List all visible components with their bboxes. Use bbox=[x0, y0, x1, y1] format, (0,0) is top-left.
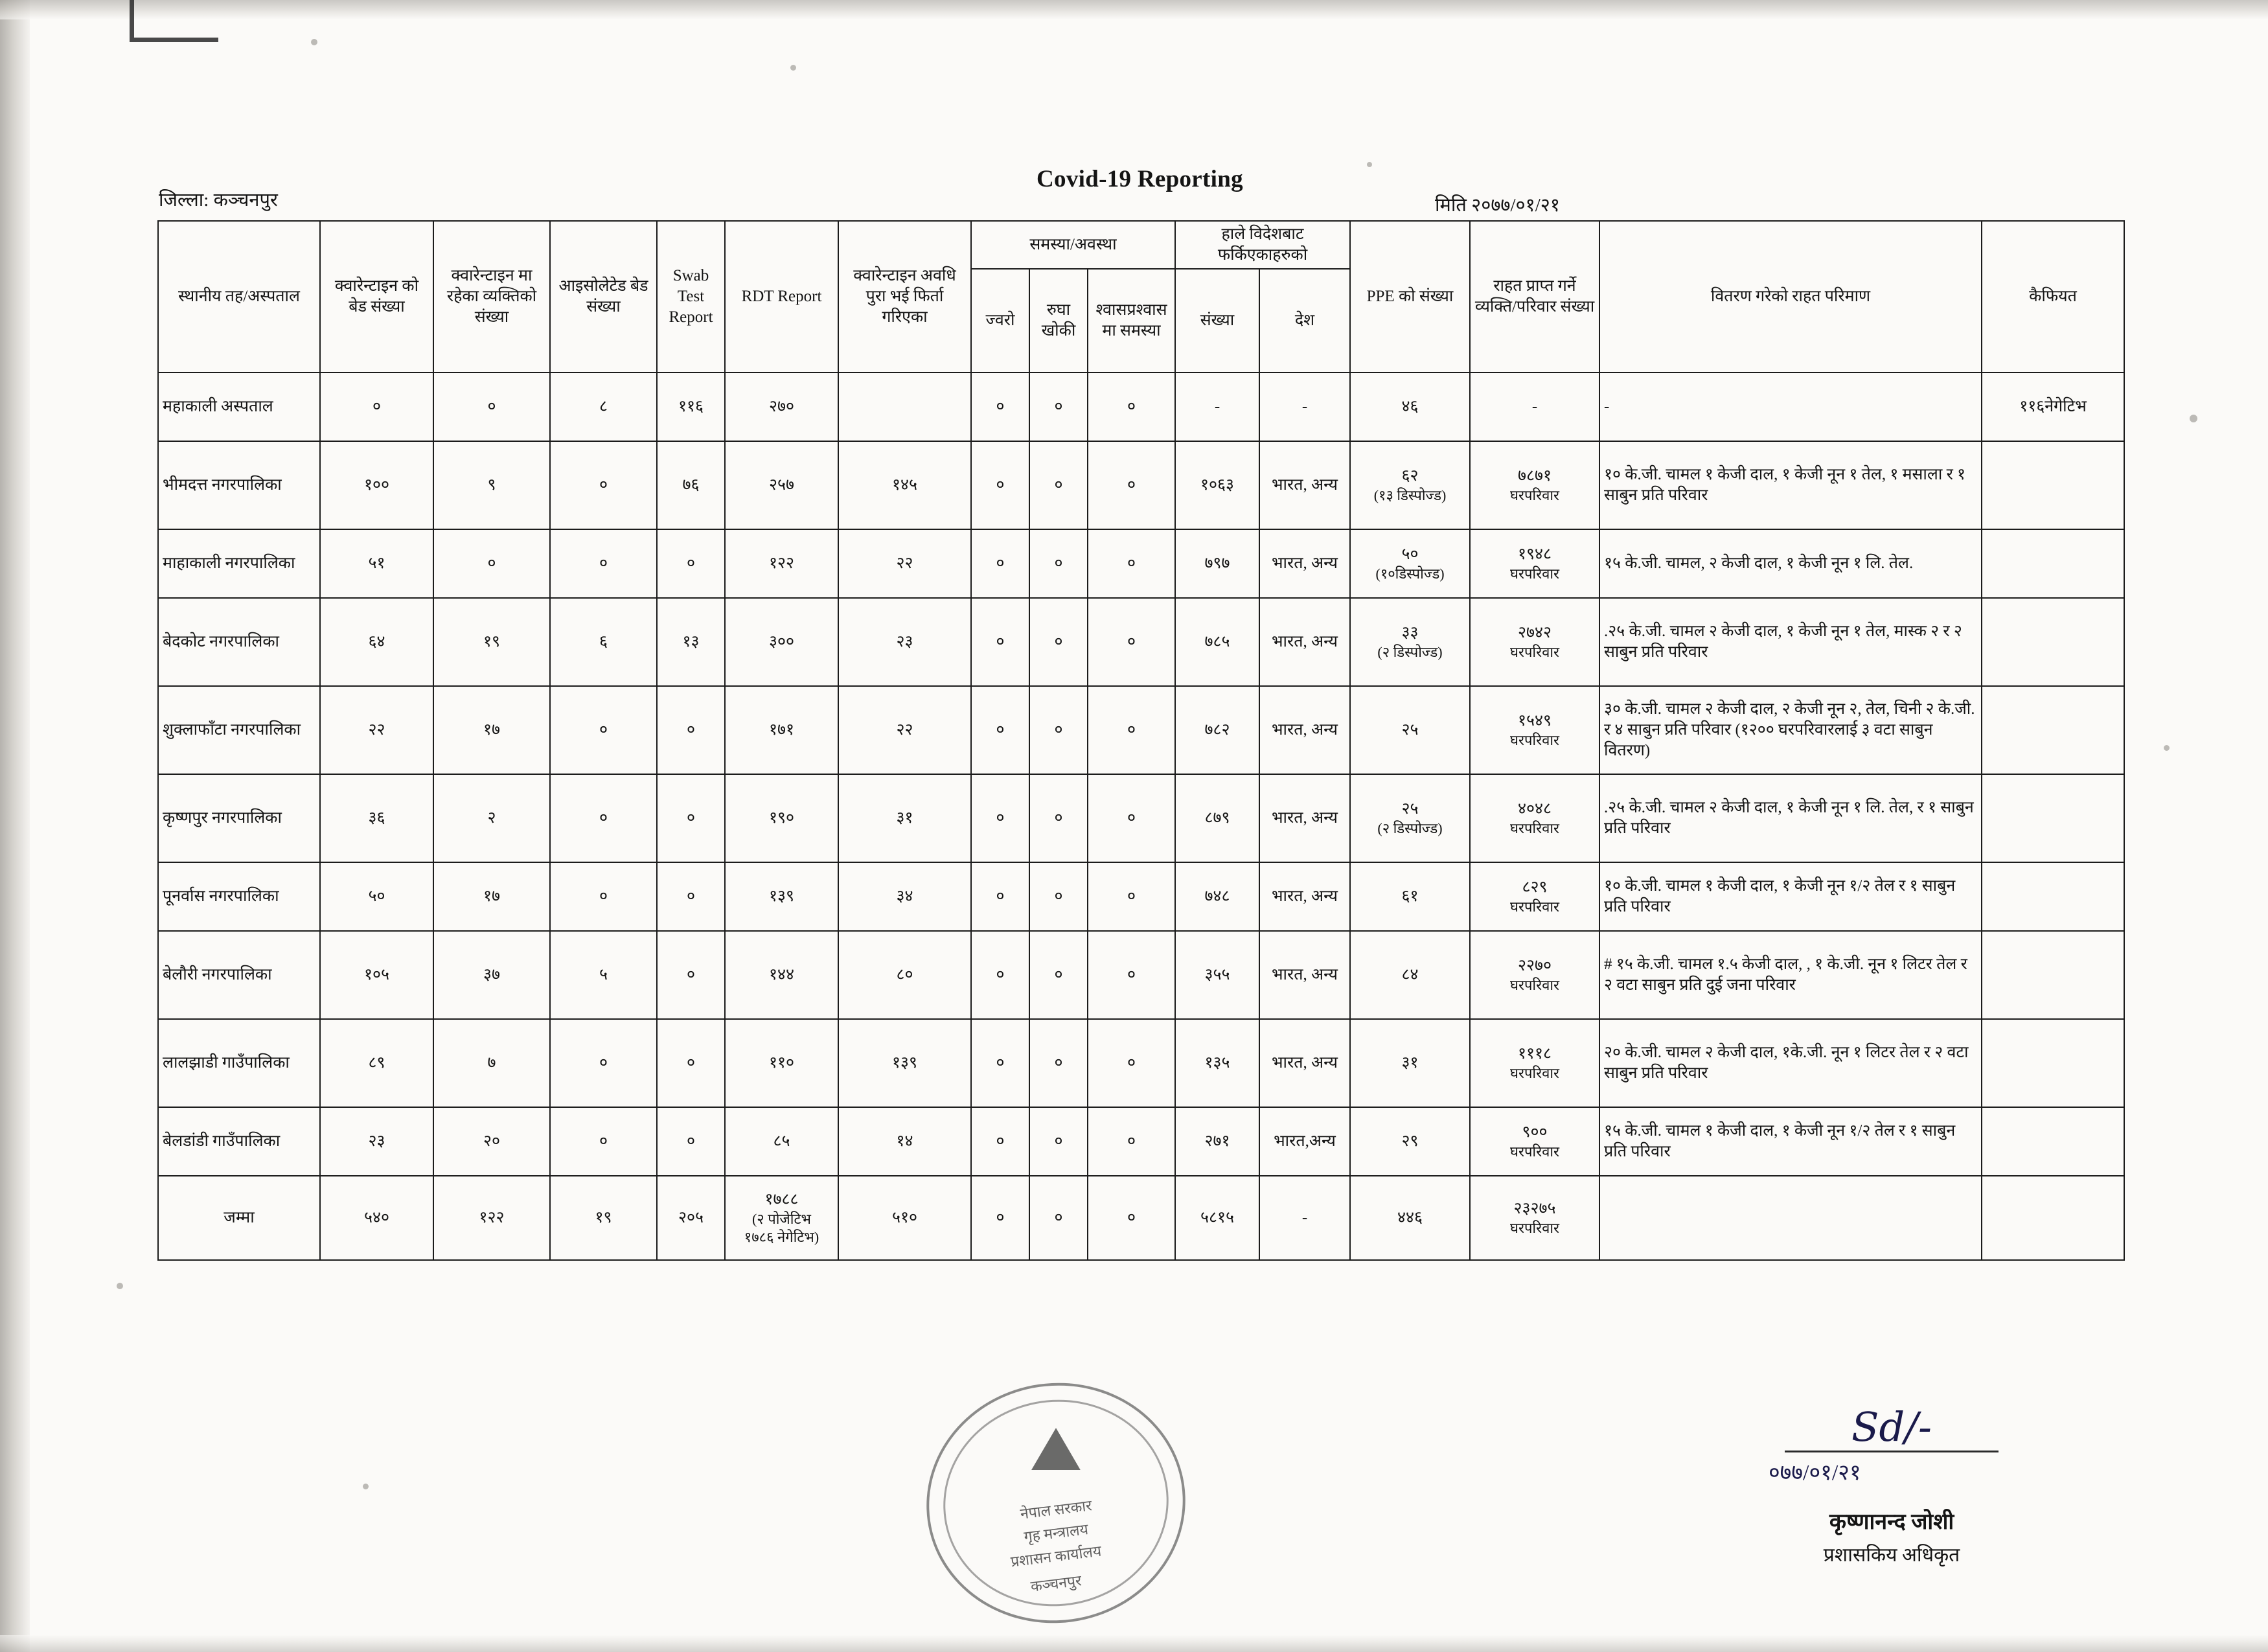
table-row bbox=[158, 1107, 2124, 1176]
cell-total-rdt-report-sub: (२ पोजेटिभ bbox=[751, 1210, 812, 1227]
cell-swab-test: १३ bbox=[657, 598, 725, 686]
corner-registration-mark bbox=[130, 0, 218, 42]
cell-quarantine-completed: ८० bbox=[838, 931, 971, 1019]
cell-relief-amount: १० के.जी. चामल १ केजी दाल, १ केजी नून १/२ तेल र १ साबुन प्रति परिवार bbox=[1599, 862, 1982, 931]
scan-edge-bottom bbox=[0, 1635, 2268, 1652]
stamp-line-4: कञ्चनपुर bbox=[1029, 1572, 1082, 1595]
cell-ppe-count: २५ (२ डिस्पोज्ड) bbox=[1350, 774, 1470, 862]
cell-fever: ० bbox=[971, 931, 1029, 1019]
cell-rdt-report: १४४ bbox=[725, 931, 838, 1019]
signatory-post: प्रशासकिय अधिकृत bbox=[1823, 1544, 1960, 1566]
cell-relief-amount: १० के.जी. चामल १ केजी दाल, १ केजी नून १ तेल, १ मसाला र १ साबुन प्रति परिवार bbox=[1599, 441, 1982, 529]
cell-ppe-count: ५० (१०डिस्पोज्ड) bbox=[1350, 529, 1470, 598]
stamp-line-2: गृह मन्त्रालय bbox=[1023, 1521, 1090, 1545]
cell-total-fever: ० bbox=[971, 1176, 1029, 1260]
table-row bbox=[158, 686, 2124, 774]
cell-local-level: कृष्णपुर नगरपालिका bbox=[158, 774, 320, 862]
scan-speck bbox=[790, 65, 796, 71]
cell-relief-persons-sub: घरपरिवार bbox=[1509, 731, 1560, 748]
cell-quarantine-persons: १७ bbox=[433, 686, 550, 774]
cell-swab-test: ७६ bbox=[657, 441, 725, 529]
cell-fever: ० bbox=[971, 441, 1029, 529]
cell-local-level: बेलडांडी गाउँपालिका bbox=[158, 1107, 320, 1176]
table-row bbox=[158, 598, 2124, 686]
signatory-name: कृष्णानन्द जोशी bbox=[1829, 1509, 1954, 1534]
signature-date: ०७७/०१/२१ bbox=[1769, 1460, 1861, 1485]
cell-quarantine-persons: २ bbox=[433, 774, 550, 862]
table-total-row bbox=[158, 1176, 2124, 1260]
cell-total-rdt-report-sub2: १७८६ नेगेटिभ) bbox=[744, 1229, 819, 1245]
cell-returnee-country: भारत,अन्य bbox=[1259, 1107, 1350, 1176]
header-quarantine-beds: क्वारेन्टाइन को बेड संख्या bbox=[320, 221, 433, 373]
cell-returnee-count: - bbox=[1175, 373, 1259, 441]
date-line bbox=[1435, 192, 1560, 217]
cell-local-level: भीमदत्त नगरपालिका bbox=[158, 441, 320, 529]
cell-ppe-count: ८४ bbox=[1350, 931, 1470, 1019]
cell-fever: ० bbox=[971, 686, 1029, 774]
date-label: मिति bbox=[1435, 195, 1467, 216]
cell-total-swab-test: २०५ bbox=[657, 1176, 725, 1260]
cell-returnee-count: १०६३ bbox=[1175, 441, 1259, 529]
cell-rdt-report: २७० bbox=[725, 373, 838, 441]
cell-local-level: पूनर्वास नगरपालिका bbox=[158, 862, 320, 931]
cell-breathing: ० bbox=[1088, 862, 1175, 931]
cell-breathing: ० bbox=[1088, 774, 1175, 862]
cell-rdt-report: ८५ bbox=[725, 1107, 838, 1176]
cell-local-level: शुक्लाफाँटा नगरपालिका bbox=[158, 686, 320, 774]
scan-speck bbox=[1367, 162, 1372, 167]
cell-total-quarantine-completed: ५१० bbox=[838, 1176, 971, 1260]
cell-quarantine-persons: १७ bbox=[433, 862, 550, 931]
scan-speck bbox=[311, 39, 317, 45]
stamp-line-3: प्रशासन कार्यालय bbox=[1009, 1543, 1103, 1570]
cell-relief-persons: - bbox=[1470, 373, 1599, 441]
cell-swab-test: ० bbox=[657, 931, 725, 1019]
cell-total-relief-persons-sub: घरपरिवार bbox=[1509, 1219, 1560, 1236]
cell-relief-persons: १९४८ घरपरिवार bbox=[1470, 529, 1599, 598]
cell-total-label: जम्मा bbox=[158, 1176, 320, 1260]
cell-ppe-count: ३३ (२ डिस्पोज्ड) bbox=[1350, 598, 1470, 686]
header-swab-test: Swab Test Report bbox=[657, 221, 725, 373]
cell-returnee-count: २७१ bbox=[1175, 1107, 1259, 1176]
cell-relief-persons: २२७० घरपरिवार bbox=[1470, 931, 1599, 1019]
cell-returnee-country: भारत, अन्य bbox=[1259, 598, 1350, 686]
scan-speck bbox=[117, 1283, 123, 1289]
district-value: कञ्चनपुर bbox=[213, 190, 278, 211]
cell-relief-persons-sub: घरपरिवार bbox=[1509, 976, 1560, 993]
cell-breathing: ० bbox=[1088, 373, 1175, 441]
cell-ppe-count: ४६ bbox=[1350, 373, 1470, 441]
cell-relief-persons: २७४२ घरपरिवार bbox=[1470, 598, 1599, 686]
table-header-row bbox=[158, 221, 2124, 269]
scan-edge-top bbox=[0, 0, 2268, 19]
cell-total-remarks bbox=[1982, 1176, 2124, 1260]
cell-quarantine-beds: १०५ bbox=[320, 931, 433, 1019]
cell-isolation-beds: ६ bbox=[550, 598, 657, 686]
header-isolation-beds: आइसोलेटेड बेड संख्या bbox=[550, 221, 657, 373]
cell-cough: ० bbox=[1029, 598, 1088, 686]
header-problem-group: समस्या/अवस्था bbox=[971, 221, 1175, 269]
cell-ppe-count: ३१ bbox=[1350, 1019, 1470, 1107]
cell-returnee-country: भारत, अन्य bbox=[1259, 931, 1350, 1019]
cell-total-quarantine-persons: १२२ bbox=[433, 1176, 550, 1260]
cell-returnee-count: १३५ bbox=[1175, 1019, 1259, 1107]
header-cough: रुघा खोकी bbox=[1029, 269, 1088, 373]
cell-relief-persons-sub: घरपरिवार bbox=[1509, 820, 1560, 836]
cell-cough: ० bbox=[1029, 373, 1088, 441]
cell-fever: ० bbox=[971, 1019, 1029, 1107]
cell-quarantine-persons: १९ bbox=[433, 598, 550, 686]
cell-relief-persons-sub: घरपरिवार bbox=[1509, 1143, 1560, 1160]
cell-relief-amount: - bbox=[1599, 373, 1982, 441]
header-returnee-count: संख्या bbox=[1175, 269, 1259, 373]
cell-quarantine-persons: ० bbox=[433, 373, 550, 441]
header-returnee-group: हाले विदेशबाट फर्किएकाहरुको bbox=[1175, 221, 1350, 269]
cell-quarantine-completed: ३१ bbox=[838, 774, 971, 862]
official-stamp bbox=[926, 1383, 1186, 1623]
nepal-emblem-icon: ⛰ bbox=[1029, 1414, 1082, 1484]
date-value: २०७७/०१/२१ bbox=[1471, 195, 1560, 216]
cell-relief-persons-sub: घरपरिवार bbox=[1509, 643, 1560, 660]
scan-speck bbox=[2164, 745, 2170, 751]
cell-returnee-count: ३५५ bbox=[1175, 931, 1259, 1019]
cell-fever: ० bbox=[971, 373, 1029, 441]
cell-rdt-report: ११० bbox=[725, 1019, 838, 1107]
cell-rdt-report: १३९ bbox=[725, 862, 838, 931]
cell-quarantine-beds: ८९ bbox=[320, 1019, 433, 1107]
cell-remarks bbox=[1982, 441, 2124, 529]
cell-relief-amount: २० के.जी. चामल २ केजी दाल, १के.जी. नून १ लिटर तेल र २ वटा साबुन प्रति परिवार bbox=[1599, 1019, 1982, 1107]
cell-quarantine-completed: १४५ bbox=[838, 441, 971, 529]
district-line bbox=[159, 187, 278, 212]
cell-quarantine-persons: २० bbox=[433, 1107, 550, 1176]
cell-breathing: ० bbox=[1088, 686, 1175, 774]
cell-relief-amount: ३० के.जी. चामल २ केजी दाल, २ केजी नून २, तेल, चिनी २ के.जी. र ४ साबुन प्रति परिवार (१२०० घरपरिवारलाई ३ वटा साबुन वितरण) bbox=[1599, 686, 1982, 774]
cell-quarantine-beds: २२ bbox=[320, 686, 433, 774]
cell-remarks bbox=[1982, 598, 2124, 686]
cell-remarks bbox=[1982, 862, 2124, 931]
cell-quarantine-beds: २३ bbox=[320, 1107, 433, 1176]
cell-isolation-beds: ० bbox=[550, 686, 657, 774]
cell-rdt-report: ३०० bbox=[725, 598, 838, 686]
cell-ppe-count-sub: (२ डिस्पोज्ड) bbox=[1377, 820, 1443, 836]
cell-quarantine-beds: ६४ bbox=[320, 598, 433, 686]
cell-quarantine-completed: १४ bbox=[838, 1107, 971, 1176]
cell-relief-amount: .२५ के.जी. चामल २ केजी दाल, १ केजी नून १ लि. तेल, र १ साबुन प्रति परिवार bbox=[1599, 774, 1982, 862]
table-row bbox=[158, 931, 2124, 1019]
cell-swab-test: ० bbox=[657, 686, 725, 774]
cell-quarantine-beds: ५१ bbox=[320, 529, 433, 598]
cell-total-returnee-country: - bbox=[1259, 1176, 1350, 1260]
cell-rdt-report: १२२ bbox=[725, 529, 838, 598]
cell-returnee-country: भारत, अन्य bbox=[1259, 686, 1350, 774]
table-row bbox=[158, 373, 2124, 441]
cell-returnee-country: भारत, अन्य bbox=[1259, 529, 1350, 598]
signature-block bbox=[1723, 1403, 2060, 1567]
cell-total-relief-amount bbox=[1599, 1176, 1982, 1260]
cell-swab-test: ० bbox=[657, 862, 725, 931]
cell-breathing: ० bbox=[1088, 598, 1175, 686]
signature-rule bbox=[1785, 1451, 1999, 1452]
cell-total-quarantine-beds: ५४० bbox=[320, 1176, 433, 1260]
cell-ppe-count: ६२ (१३ डिस्पोज्ड) bbox=[1350, 441, 1470, 529]
covid-reporting-table bbox=[157, 220, 2125, 1261]
cell-total-breathing: ० bbox=[1088, 1176, 1175, 1260]
cell-remarks bbox=[1982, 774, 2124, 862]
cell-rdt-report: १९० bbox=[725, 774, 838, 862]
scan-speck bbox=[2190, 415, 2197, 422]
cell-ppe-count-sub: (१०डिस्पोज्ड) bbox=[1375, 565, 1445, 582]
cell-local-level: माहाकाली नगरपालिका bbox=[158, 529, 320, 598]
cell-total-ppe-count: ४४६ bbox=[1350, 1176, 1470, 1260]
cell-relief-persons: ९०० घरपरिवार bbox=[1470, 1107, 1599, 1176]
cell-local-level: महाकाली अस्पताल bbox=[158, 373, 320, 441]
cell-local-level: लालझाडी गाउँपालिका bbox=[158, 1019, 320, 1107]
cell-quarantine-persons: ० bbox=[433, 529, 550, 598]
header-local-level: स्थानीय तह/अस्पताल bbox=[158, 221, 320, 373]
cell-ppe-count-sub: (२ डिस्पोज्ड) bbox=[1377, 643, 1443, 660]
cell-relief-amount: १५ के.जी. चामल १ केजी दाल, १ केजी नून १/२ तेल र १ साबुन प्रति परिवार bbox=[1599, 1107, 1982, 1176]
header-quarantine-completed: क्वारेन्टाइन अवधि पुरा भई फिर्ता गरिएका bbox=[838, 221, 971, 373]
cell-isolation-beds: ० bbox=[550, 862, 657, 931]
cell-remarks bbox=[1982, 686, 2124, 774]
cell-isolation-beds: ० bbox=[550, 1107, 657, 1176]
cell-returnee-country: भारत, अन्य bbox=[1259, 774, 1350, 862]
cell-breathing: ० bbox=[1088, 931, 1175, 1019]
cell-cough: ० bbox=[1029, 1019, 1088, 1107]
cell-relief-persons: ४०४८ घरपरिवार bbox=[1470, 774, 1599, 862]
district-label: जिल्ला: bbox=[159, 190, 209, 211]
header-relief-amount: वितरण गरेको राहत परिमाण bbox=[1599, 221, 1982, 373]
header-breathing: श्वासप्रश्वास मा समस्या bbox=[1088, 269, 1175, 373]
table-row bbox=[158, 1019, 2124, 1107]
cell-swab-test: ० bbox=[657, 529, 725, 598]
header-rdt-report: RDT Report bbox=[725, 221, 838, 373]
cell-fever: ० bbox=[971, 774, 1029, 862]
cell-ppe-count: २९ bbox=[1350, 1107, 1470, 1176]
cell-remarks: ११६नेगेटिभ bbox=[1982, 373, 2124, 441]
cell-ppe-count: २५ bbox=[1350, 686, 1470, 774]
cell-cough: ० bbox=[1029, 686, 1088, 774]
cell-quarantine-completed: ३४ bbox=[838, 862, 971, 931]
cell-breathing: ० bbox=[1088, 441, 1175, 529]
cell-fever: ० bbox=[971, 1107, 1029, 1176]
cell-quarantine-beds: ५० bbox=[320, 862, 433, 931]
header-returnee-country: देश bbox=[1259, 269, 1350, 373]
cell-ppe-count-sub: (१३ डिस्पोज्ड) bbox=[1373, 487, 1447, 503]
cell-returnee-country: भारत, अन्य bbox=[1259, 862, 1350, 931]
cell-relief-amount: .२५ के.जी. चामल २ केजी दाल, १ केजी नून १ तेल, मास्क २ र २ साबुन प्रति परिवार bbox=[1599, 598, 1982, 686]
page-title: Covid-19 Reporting bbox=[1037, 166, 1243, 192]
cell-remarks bbox=[1982, 529, 2124, 598]
cell-relief-persons-sub: घरपरिवार bbox=[1509, 487, 1560, 503]
scan-edge-left bbox=[0, 0, 30, 1652]
cell-relief-amount: १५ के.जी. चामल, २ केजी दाल, १ केजी नून १ लि. तेल. bbox=[1599, 529, 1982, 598]
header-relief-persons: राहत प्राप्त गर्ने व्यक्ति/परिवार संख्या bbox=[1470, 221, 1599, 373]
cell-quarantine-beds: १०० bbox=[320, 441, 433, 529]
scan-speck bbox=[363, 1484, 369, 1489]
table-row bbox=[158, 774, 2124, 862]
cell-fever: ० bbox=[971, 598, 1029, 686]
header-remarks: कैफियत bbox=[1982, 221, 2124, 373]
cell-returnee-count: ७८५ bbox=[1175, 598, 1259, 686]
cell-local-level: बेलौरी नगरपालिका bbox=[158, 931, 320, 1019]
cell-quarantine-completed bbox=[838, 373, 971, 441]
cell-cough: ० bbox=[1029, 862, 1088, 931]
table-row bbox=[158, 441, 2124, 529]
cell-cough: ० bbox=[1029, 441, 1088, 529]
cell-relief-amount: # १५ के.जी. चामल १.५ केजी दाल, , १ के.जी. नून १ लिटर तेल र २ वटा साबुन प्रति दुई जना परिवार bbox=[1599, 931, 1982, 1019]
cell-total-relief-persons: २३२७५ घरपरिवार bbox=[1470, 1176, 1599, 1260]
cell-returnee-count: ७८२ bbox=[1175, 686, 1259, 774]
cell-remarks bbox=[1982, 1019, 2124, 1107]
cell-quarantine-beds: ३६ bbox=[320, 774, 433, 862]
cell-cough: ० bbox=[1029, 1107, 1088, 1176]
stamp-line-1: नेपाल सरकार bbox=[1019, 1497, 1093, 1522]
cell-returnee-count: ७९७ bbox=[1175, 529, 1259, 598]
header-quarantine-persons: क्वारेन्टाइन मा रहेका व्यक्तिको संख्या bbox=[433, 221, 550, 373]
cell-fever: ० bbox=[971, 862, 1029, 931]
cell-swab-test: ० bbox=[657, 774, 725, 862]
cell-swab-test: ११६ bbox=[657, 373, 725, 441]
cell-fever: ० bbox=[971, 529, 1029, 598]
cell-relief-persons: ७८७१ घरपरिवार bbox=[1470, 441, 1599, 529]
cell-quarantine-completed: २२ bbox=[838, 686, 971, 774]
cell-local-level: बेदकोट नगरपालिका bbox=[158, 598, 320, 686]
cell-returnee-country: भारत, अन्य bbox=[1259, 441, 1350, 529]
cell-swab-test: ० bbox=[657, 1107, 725, 1176]
cell-remarks bbox=[1982, 1107, 2124, 1176]
cell-returnee-count: ८७९ bbox=[1175, 774, 1259, 862]
cell-quarantine-beds: ० bbox=[320, 373, 433, 441]
cell-isolation-beds: ० bbox=[550, 441, 657, 529]
cell-relief-persons-sub: घरपरिवार bbox=[1509, 565, 1560, 582]
cell-quarantine-completed: २२ bbox=[838, 529, 971, 598]
cell-relief-persons: १११८ घरपरिवार bbox=[1470, 1019, 1599, 1107]
cell-relief-persons: १५४९ घरपरिवार bbox=[1470, 686, 1599, 774]
cell-cough: ० bbox=[1029, 774, 1088, 862]
cell-total-isolation-beds: १९ bbox=[550, 1176, 657, 1260]
cell-cough: ० bbox=[1029, 931, 1088, 1019]
header-ppe-count: PPE को संख्या bbox=[1350, 221, 1470, 373]
cell-breathing: ० bbox=[1088, 1019, 1175, 1107]
cell-quarantine-completed: २३ bbox=[838, 598, 971, 686]
cell-returnee-count: ७४८ bbox=[1175, 862, 1259, 931]
cell-isolation-beds: ५ bbox=[550, 931, 657, 1019]
cell-relief-persons-sub: घरपरिवार bbox=[1509, 898, 1560, 915]
cell-isolation-beds: ८ bbox=[550, 373, 657, 441]
table-row bbox=[158, 862, 2124, 931]
cell-quarantine-persons: ९ bbox=[433, 441, 550, 529]
cell-isolation-beds: ० bbox=[550, 774, 657, 862]
cell-relief-persons-sub: घरपरिवार bbox=[1509, 1064, 1560, 1081]
cell-remarks bbox=[1982, 931, 2124, 1019]
cell-breathing: ० bbox=[1088, 529, 1175, 598]
handwritten-signature: Sd/- bbox=[1851, 1403, 1932, 1451]
cell-quarantine-completed: १३९ bbox=[838, 1019, 971, 1107]
cell-returnee-country: भारत, अन्य bbox=[1259, 1019, 1350, 1107]
cell-isolation-beds: ० bbox=[550, 1019, 657, 1107]
cell-breathing: ० bbox=[1088, 1107, 1175, 1176]
cell-swab-test: ० bbox=[657, 1019, 725, 1107]
cell-rdt-report: १७१ bbox=[725, 686, 838, 774]
cell-relief-persons: ८२९ घरपरिवार bbox=[1470, 862, 1599, 931]
cell-returnee-country: - bbox=[1259, 373, 1350, 441]
cell-quarantine-persons: ३७ bbox=[433, 931, 550, 1019]
cell-isolation-beds: ० bbox=[550, 529, 657, 598]
table-body bbox=[158, 373, 2124, 1260]
table-row bbox=[158, 529, 2124, 598]
cell-rdt-report: २५७ bbox=[725, 441, 838, 529]
header-fever: ज्वरो bbox=[971, 269, 1029, 373]
cell-total-rdt-report: १७८८ (२ पोजेटिभ १७८६ नेगेटिभ) bbox=[725, 1176, 838, 1260]
cell-cough: ० bbox=[1029, 529, 1088, 598]
cell-ppe-count: ६१ bbox=[1350, 862, 1470, 931]
cell-total-cough: ० bbox=[1029, 1176, 1088, 1260]
cell-quarantine-persons: ७ bbox=[433, 1019, 550, 1107]
cell-total-returnee-count: ५८१५ bbox=[1175, 1176, 1259, 1260]
